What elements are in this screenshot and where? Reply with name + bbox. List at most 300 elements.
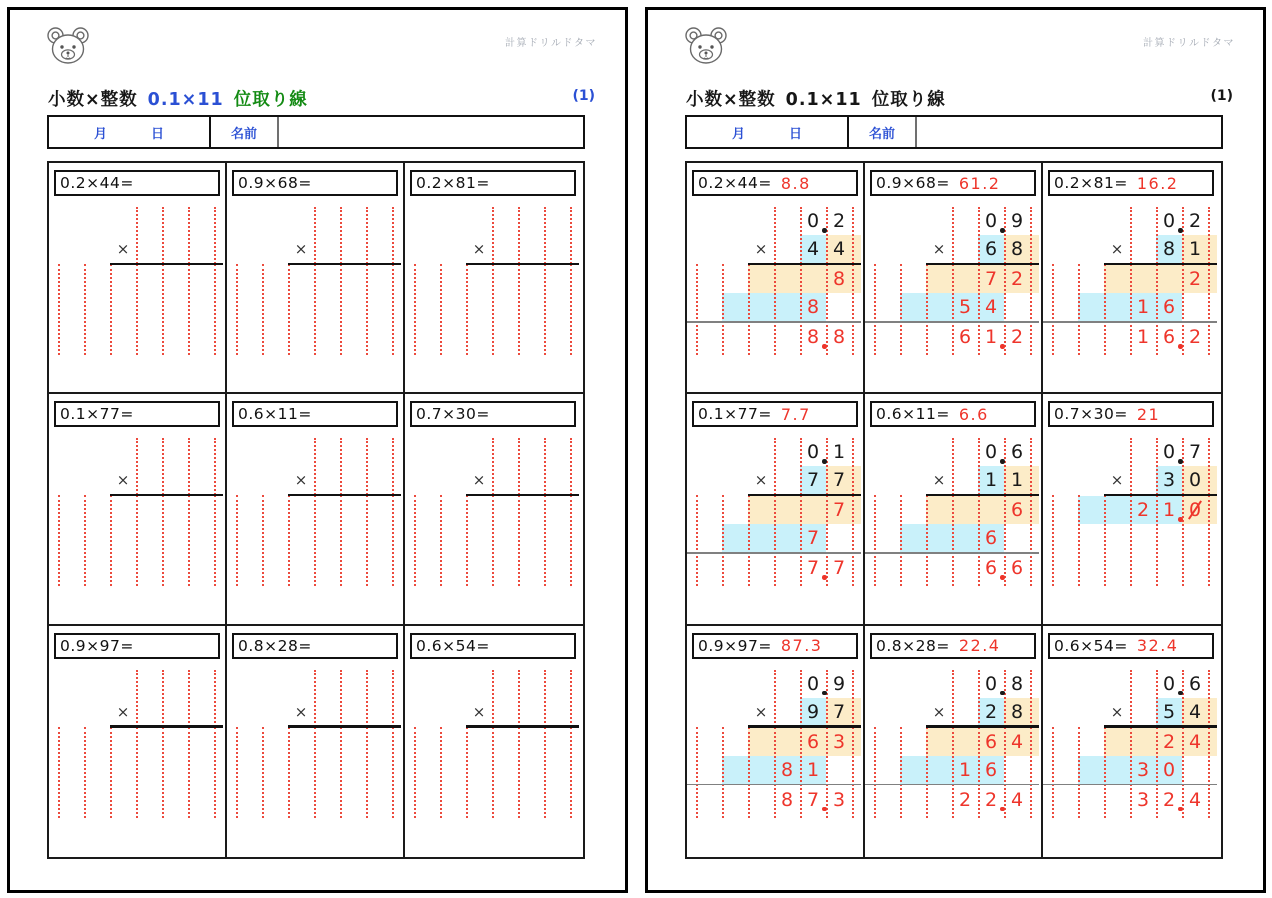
problem-expression: 0.1×77= xyxy=(60,405,134,424)
digit: 7 xyxy=(984,268,998,290)
place-value-line xyxy=(392,727,394,818)
place-value-line xyxy=(544,207,546,264)
problem-cell xyxy=(865,163,1043,394)
place-value-line xyxy=(162,670,164,727)
date-cell xyxy=(687,117,849,147)
digit: 8 xyxy=(832,326,846,348)
place-value-line xyxy=(136,670,138,727)
place-value-line xyxy=(774,264,776,355)
digit: 4 xyxy=(1188,788,1202,811)
place-value-line xyxy=(722,264,724,355)
bear-logo-icon xyxy=(684,26,728,68)
digit: 2 xyxy=(1010,268,1024,290)
place-value-line xyxy=(84,495,86,586)
digit: 5 xyxy=(958,296,972,318)
digit: 6 xyxy=(984,557,998,580)
problem-expression: 0.6×54= xyxy=(416,636,490,655)
problem-box xyxy=(54,401,220,427)
place-value-line xyxy=(314,670,316,727)
digit: 6 xyxy=(984,527,998,550)
problem-box xyxy=(1048,633,1214,659)
place-value-line xyxy=(492,207,494,264)
place-value-line xyxy=(214,495,216,586)
digit: 4 xyxy=(1010,788,1024,811)
problem-box xyxy=(410,633,576,659)
multiply-icon: × xyxy=(1110,471,1124,490)
problem-box xyxy=(870,401,1036,427)
name-label: 名前 xyxy=(868,126,895,142)
digit: 8 xyxy=(832,268,846,290)
place-value-line xyxy=(466,727,468,818)
place-value-line xyxy=(110,727,112,818)
multiply-icon: × xyxy=(116,702,130,721)
digit: 6 xyxy=(1162,296,1176,318)
place-value-line xyxy=(1104,727,1106,818)
place-value-line xyxy=(852,207,854,264)
digit: 4 xyxy=(832,238,846,260)
digit: 8 xyxy=(1010,700,1024,723)
place-value-line xyxy=(1208,207,1210,264)
place-value-line xyxy=(58,495,60,586)
digit: 8 xyxy=(780,788,794,811)
place-value-line xyxy=(188,670,190,727)
worksheet-title xyxy=(48,86,595,111)
problem-box xyxy=(54,633,220,659)
place-value-line xyxy=(1208,438,1210,495)
place-value-line xyxy=(1104,264,1106,355)
place-value-line xyxy=(900,727,902,818)
place-value-line xyxy=(214,264,216,355)
decimal-point xyxy=(1178,807,1183,812)
problem-cell xyxy=(1043,626,1221,857)
place-value-line xyxy=(84,727,86,818)
place-value-line xyxy=(1130,670,1132,727)
place-value-line xyxy=(262,264,264,355)
digit: 3 xyxy=(1136,788,1150,811)
place-value-line xyxy=(84,264,86,355)
decimal-point xyxy=(1000,807,1005,812)
problem-grid xyxy=(47,161,585,859)
problem-expression: 0.2×81= xyxy=(1054,174,1128,192)
digit: 8 xyxy=(1010,672,1024,695)
problem-cell xyxy=(405,394,583,625)
place-value-line xyxy=(774,207,776,264)
place-value-line xyxy=(722,495,724,586)
problem-expression: 0.2×81= xyxy=(416,174,490,192)
digit: 4 xyxy=(984,296,998,318)
multiply-icon: × xyxy=(472,702,486,721)
digit: 2 xyxy=(958,788,972,811)
place-value-line xyxy=(236,495,238,586)
place-value-line xyxy=(340,438,342,495)
problem-box xyxy=(232,633,398,659)
problem-box xyxy=(410,170,576,196)
decimal-point xyxy=(822,344,827,349)
title-feature: 位取り線 xyxy=(871,90,946,110)
multiply-icon: × xyxy=(932,240,946,258)
multiply-icon: × xyxy=(754,471,768,490)
place-value-line xyxy=(874,264,876,355)
problem-expression: 0.1×77= xyxy=(698,405,772,424)
place-value-line xyxy=(214,207,216,264)
multiply-icon: × xyxy=(754,240,768,258)
decimal-point xyxy=(822,575,827,580)
multiply-icon: × xyxy=(294,471,308,490)
place-value-line xyxy=(366,438,368,495)
place-value-line xyxy=(414,264,416,355)
place-value-line xyxy=(110,264,112,355)
problem-expression: 0.9×68= xyxy=(238,174,312,192)
worksheet-page xyxy=(7,7,628,893)
place-value-line xyxy=(852,495,854,586)
problem-expression: 0.6×11= xyxy=(876,405,950,424)
digit: 2 xyxy=(984,788,998,811)
place-value-line xyxy=(314,727,316,818)
place-value-line xyxy=(748,264,750,355)
digit: 1 xyxy=(1136,296,1150,318)
digit: 6 xyxy=(1162,326,1176,348)
place-value-line xyxy=(1030,727,1032,818)
digit: 2 xyxy=(1010,326,1024,348)
problem-expression: 0.6×54= xyxy=(1054,636,1128,655)
digit: 2 xyxy=(1162,788,1176,811)
problem-expression: 0.2×44= xyxy=(698,174,772,192)
place-value-line xyxy=(136,207,138,264)
month-label: 月 xyxy=(731,126,745,142)
place-value-line xyxy=(1052,495,1054,586)
bear-logo-icon xyxy=(46,26,90,68)
place-value-line xyxy=(774,670,776,727)
place-value-line xyxy=(366,670,368,727)
place-value-line xyxy=(340,670,342,727)
problem-cell xyxy=(227,163,405,394)
digit: 2 xyxy=(1188,210,1202,232)
place-value-line xyxy=(162,207,164,264)
place-value-line xyxy=(952,207,954,264)
title-unit: 小数×整数 xyxy=(686,90,776,110)
place-value-line xyxy=(188,264,190,355)
place-value-line xyxy=(852,727,854,818)
problem-expression: 0.8×28= xyxy=(238,636,312,655)
multiply-icon: × xyxy=(932,471,946,490)
digit: 4 xyxy=(806,238,820,260)
digit: 1 xyxy=(958,758,972,781)
place-value-line xyxy=(440,727,442,818)
place-value-line xyxy=(340,727,342,818)
decimal-point xyxy=(1000,575,1005,580)
problem-answer: 7.7 xyxy=(780,404,811,424)
digit: 9 xyxy=(832,672,846,695)
digit: 0 xyxy=(984,210,998,232)
place-value-line xyxy=(392,438,394,495)
digit: 2 xyxy=(832,210,846,232)
problem-box xyxy=(1048,170,1214,196)
digit: 7 xyxy=(832,700,846,723)
place-value-line xyxy=(696,727,698,818)
place-value-line xyxy=(110,495,112,586)
place-value-line xyxy=(544,727,546,818)
place-value-line xyxy=(1052,727,1054,818)
place-value-line xyxy=(544,264,546,355)
problem-cell xyxy=(1043,394,1221,625)
place-value-line xyxy=(466,264,468,355)
place-value-line xyxy=(852,438,854,495)
digit: 6 xyxy=(984,730,998,753)
place-value-line xyxy=(1208,670,1210,727)
name-input-area xyxy=(917,117,1221,147)
decimal-point xyxy=(1178,228,1183,233)
digit: 3 xyxy=(1136,758,1150,781)
decimal-point xyxy=(822,228,827,233)
place-value-line xyxy=(1078,264,1080,355)
digit: 0 xyxy=(1162,441,1176,464)
place-value-line xyxy=(262,495,264,586)
digit: 7 xyxy=(806,527,820,550)
place-value-line xyxy=(900,495,902,586)
place-value-line xyxy=(136,264,138,355)
decimal-point xyxy=(1178,459,1183,464)
decimal-point xyxy=(1000,691,1005,696)
problem-box xyxy=(692,401,858,427)
problem-cell xyxy=(687,163,865,394)
problem-expression: 0.7×30= xyxy=(1054,405,1128,424)
problem-box xyxy=(54,170,220,196)
place-value-line xyxy=(518,207,520,264)
place-value-line xyxy=(1130,207,1132,264)
place-value-line xyxy=(314,207,316,264)
place-value-line xyxy=(340,207,342,264)
problem-box xyxy=(232,170,398,196)
day-label: 日 xyxy=(151,126,165,142)
digit: 3 xyxy=(832,730,846,753)
place-value-line xyxy=(518,670,520,727)
place-value-line xyxy=(162,438,164,495)
digit: 2 xyxy=(1162,730,1176,753)
problem-box xyxy=(870,633,1036,659)
digit: 0 xyxy=(1188,499,1202,522)
multiply-icon: × xyxy=(1110,702,1124,721)
digit: 0 xyxy=(1162,758,1176,781)
place-value-line xyxy=(366,727,368,818)
digit: 1 xyxy=(1162,499,1176,522)
problem-box xyxy=(232,401,398,427)
place-value-line xyxy=(492,727,494,818)
digit: 7 xyxy=(806,557,820,580)
problem-cell xyxy=(865,394,1043,625)
digit: 0 xyxy=(806,441,820,464)
place-value-line xyxy=(1208,264,1210,355)
digit: 2 xyxy=(1188,326,1202,348)
place-value-line xyxy=(952,495,954,586)
place-value-line xyxy=(162,727,164,818)
place-value-line xyxy=(314,264,316,355)
name-label-cell xyxy=(211,117,279,147)
digit: 6 xyxy=(958,326,972,348)
place-value-line xyxy=(440,264,442,355)
problem-answer: 32.4 xyxy=(1136,636,1179,656)
problem-box xyxy=(692,633,858,659)
digit: 6 xyxy=(984,238,998,260)
place-value-line xyxy=(392,495,394,586)
digit: 0 xyxy=(984,441,998,464)
place-value-line xyxy=(288,727,290,818)
place-value-line xyxy=(952,438,954,495)
digit: 6 xyxy=(984,758,998,781)
place-value-line xyxy=(900,264,902,355)
digit: 8 xyxy=(806,296,820,318)
name-label-cell xyxy=(849,117,917,147)
digit: 6 xyxy=(806,730,820,753)
worksheet-title xyxy=(686,86,1233,111)
place-value-line xyxy=(926,727,928,818)
place-value-line xyxy=(1030,207,1032,264)
digit: 6 xyxy=(1010,557,1024,580)
problem-answer: 87.3 xyxy=(780,636,823,656)
problem-answer: 8.8 xyxy=(780,173,811,193)
multiply-icon: × xyxy=(116,240,130,258)
decimal-point xyxy=(1178,517,1183,522)
page-number: (1) xyxy=(1210,88,1233,104)
place-value-line xyxy=(136,438,138,495)
digit: 1 xyxy=(984,326,998,348)
problem-answer: 21 xyxy=(1136,404,1161,424)
place-value-line xyxy=(1078,727,1080,818)
digit: 8 xyxy=(780,758,794,781)
digit: 1 xyxy=(1188,238,1202,260)
problem-cell xyxy=(227,626,405,857)
problem-cell xyxy=(1043,163,1221,394)
digit: 7 xyxy=(806,469,820,492)
digit: 0 xyxy=(1188,469,1202,492)
place-value-line xyxy=(926,495,928,586)
multiply-icon: × xyxy=(472,240,486,258)
day-label: 日 xyxy=(789,126,803,142)
problem-box xyxy=(870,170,1036,196)
place-value-line xyxy=(136,495,138,586)
place-value-line xyxy=(236,727,238,818)
place-value-line xyxy=(774,495,776,586)
decimal-point xyxy=(1000,228,1005,233)
place-value-line xyxy=(492,670,494,727)
place-value-line xyxy=(852,264,854,355)
problem-cell xyxy=(49,163,227,394)
decimal-point xyxy=(822,807,827,812)
multiply-icon: × xyxy=(472,471,486,490)
digit: 0 xyxy=(1162,672,1176,695)
place-value-line xyxy=(1208,495,1210,586)
place-value-line xyxy=(440,495,442,586)
problem-expression: 0.6×11= xyxy=(238,405,312,424)
digit: 7 xyxy=(832,557,846,580)
place-value-line xyxy=(414,727,416,818)
place-value-line xyxy=(874,727,876,818)
problem-expression: 0.9×97= xyxy=(60,636,134,655)
place-value-line xyxy=(392,264,394,355)
place-value-line xyxy=(288,264,290,355)
problem-cell xyxy=(687,626,865,857)
digit: 1 xyxy=(806,758,820,781)
place-value-line xyxy=(214,438,216,495)
multiply-icon: × xyxy=(1110,240,1124,258)
place-value-line xyxy=(570,438,572,495)
problem-answer: 61.2 xyxy=(958,173,1001,193)
place-value-line xyxy=(466,495,468,586)
digit: 2 xyxy=(1188,268,1202,290)
place-value-line xyxy=(544,670,546,727)
problem-cell xyxy=(49,394,227,625)
place-value-line xyxy=(544,438,546,495)
place-value-line xyxy=(570,670,572,727)
problem-box xyxy=(692,170,858,196)
digit: 6 xyxy=(1010,441,1024,464)
problem-box xyxy=(410,401,576,427)
digit: 7 xyxy=(832,499,846,522)
place-value-line xyxy=(366,495,368,586)
multiply-icon: × xyxy=(932,702,946,721)
place-value-line xyxy=(874,495,876,586)
title-topic: 0.1×11 xyxy=(147,90,224,110)
problem-expression: 0.8×28= xyxy=(876,636,950,655)
name-label: 名前 xyxy=(230,126,257,142)
digit: 7 xyxy=(1188,441,1202,464)
digit: 8 xyxy=(1010,238,1024,260)
place-value-line xyxy=(58,727,60,818)
decimal-point xyxy=(1000,459,1005,464)
place-value-line xyxy=(518,495,520,586)
digit: 4 xyxy=(1010,730,1024,753)
digit: 1 xyxy=(832,441,846,464)
decimal-point xyxy=(822,459,827,464)
decimal-point xyxy=(1178,344,1183,349)
place-value-line xyxy=(570,264,572,355)
name-input-area xyxy=(279,117,583,147)
place-value-line xyxy=(492,438,494,495)
digit: 7 xyxy=(832,469,846,492)
date-cell xyxy=(49,117,211,147)
multiply-icon: × xyxy=(116,471,130,490)
place-value-line xyxy=(570,727,572,818)
answer-grid xyxy=(685,161,1223,859)
place-value-line xyxy=(340,264,342,355)
place-value-line xyxy=(518,438,520,495)
page-number: (1) xyxy=(572,88,595,104)
problem-box xyxy=(1048,401,1214,427)
place-value-line xyxy=(1130,438,1132,495)
digit: 8 xyxy=(1162,238,1176,260)
place-value-line xyxy=(1104,495,1106,586)
place-value-line xyxy=(314,495,316,586)
place-value-line xyxy=(262,727,264,818)
place-value-line xyxy=(214,670,216,727)
place-value-line xyxy=(1030,438,1032,495)
place-value-line xyxy=(1030,495,1032,586)
place-value-line xyxy=(696,495,698,586)
date-name-bar xyxy=(47,115,585,149)
place-value-line xyxy=(1078,495,1080,586)
problem-expression: 0.9×97= xyxy=(698,636,772,655)
problem-answer: 6.6 xyxy=(958,404,989,424)
title-unit: 小数×整数 xyxy=(48,90,138,110)
problem-cell xyxy=(227,394,405,625)
digit: 0 xyxy=(1162,210,1176,232)
place-value-line xyxy=(1208,727,1210,818)
problem-cell xyxy=(49,626,227,857)
place-value-line xyxy=(696,264,698,355)
digit: 9 xyxy=(1010,210,1024,232)
answer-page xyxy=(645,7,1266,893)
place-value-line xyxy=(162,495,164,586)
place-value-line xyxy=(748,495,750,586)
